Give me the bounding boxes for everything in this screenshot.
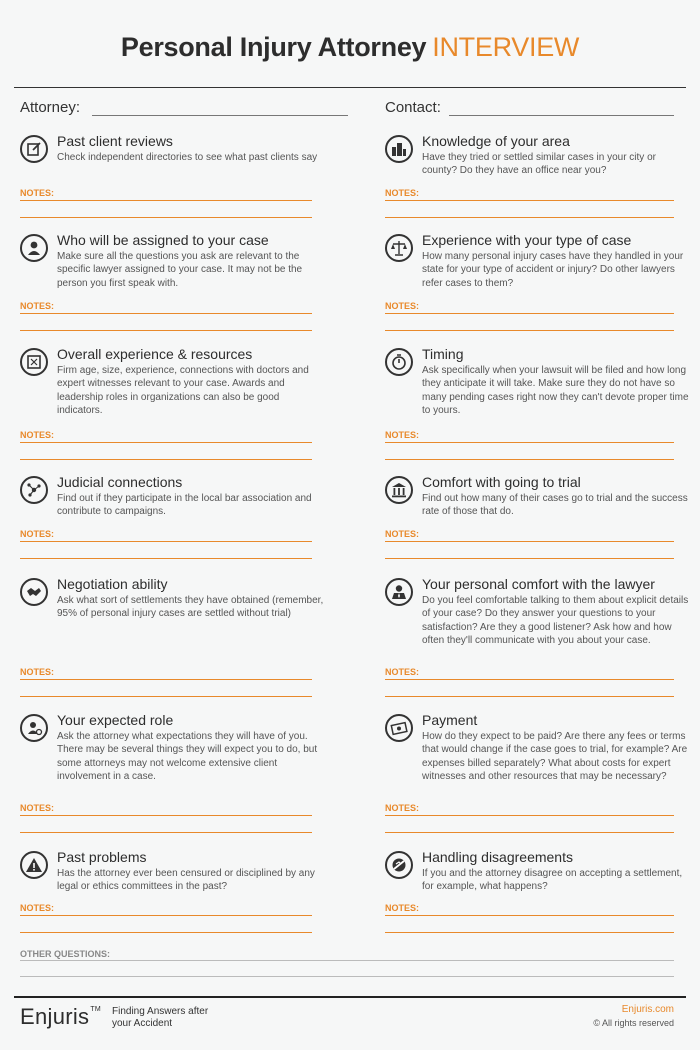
- item-title: Handling disagreements: [422, 849, 573, 865]
- handshake-icon: [20, 578, 48, 606]
- page-title: [0, 32, 700, 63]
- other-questions-line[interactable]: [20, 976, 674, 977]
- item-title: Comfort with going to trial: [422, 474, 581, 490]
- notes-label: NOTES:: [20, 301, 55, 311]
- item-title: Timing: [422, 346, 464, 362]
- item-title: Payment: [422, 712, 478, 728]
- notes-line[interactable]: [385, 915, 674, 916]
- top-divider: [14, 87, 686, 88]
- notes-label: NOTES:: [20, 529, 55, 539]
- notes-line[interactable]: [20, 459, 312, 460]
- notes-line[interactable]: [385, 679, 674, 680]
- other-questions-label: OTHER QUESTIONS:: [20, 949, 111, 959]
- notes-label: NOTES:: [385, 529, 420, 539]
- notes-line[interactable]: [385, 815, 674, 816]
- title-main: Personal Injury Attorney: [120, 32, 427, 62]
- notes-line[interactable]: [20, 313, 312, 314]
- attorney-label: Attorney:: [20, 99, 81, 116]
- item-title: Who will be assigned to your case: [57, 232, 269, 248]
- item-desc: Have they tried or settled similar cases in your city or county? Do they have an office near you?: [422, 152, 656, 177]
- notes-line[interactable]: [385, 313, 674, 314]
- notes-label: NOTES:: [385, 803, 420, 813]
- item-desc: Ask the attorney what expectations they will have of you. There may be several things they will expect you to do, but some attorneys may not welcome extensive client involvement in a case.: [57, 731, 318, 783]
- notes-line[interactable]: [20, 442, 312, 443]
- notes-label: NOTES:: [20, 803, 55, 813]
- item-desc: Firm age, size, experience, connections with doctors and expert witnesses relevant to your case. Awards and leadership roles in organizations can also be good indicators.: [57, 365, 309, 417]
- notes-label: NOTES:: [385, 430, 420, 440]
- footer-divider: [14, 996, 686, 998]
- brand-tagline: Finding Answers after your Accident: [112, 1006, 209, 1029]
- notes-line[interactable]: [20, 815, 312, 816]
- notes-line[interactable]: [385, 932, 674, 933]
- item-desc: Ask what sort of settlements they have obtained (remember, 95% of personal injury cases are settled without trial): [57, 595, 324, 620]
- item-desc: Make sure all the questions you ask are relevant to the specific lawyer assigned to your case. It may not be the person you first speak with.: [57, 251, 303, 289]
- item-title: Overall experience & resources: [57, 346, 253, 362]
- item-desc: How many personal injury cases have they handled in your state for your type of accident or injury? Do other lawyers refer cases to them?: [422, 251, 684, 289]
- user-role-icon: [20, 714, 48, 742]
- disagreement-icon: [385, 851, 413, 879]
- notes-label: NOTES:: [20, 667, 55, 677]
- item-desc: Find out how many of their cases go to trial and the success rate of those that do.: [422, 493, 688, 518]
- notes-line[interactable]: [20, 679, 312, 680]
- network-icon: [20, 476, 48, 504]
- notes-label: NOTES:: [20, 188, 55, 198]
- item-desc: Check independent directories to see what past clients say: [57, 152, 318, 163]
- notes-line[interactable]: [385, 200, 674, 201]
- item-desc: If you and the attorney disagree on accepting a settlement, for example, what happens?: [422, 868, 683, 893]
- notes-line[interactable]: [20, 217, 312, 218]
- copyright-text: © All rights reserved: [593, 1018, 674, 1028]
- item-desc: Ask specifically when your lawsuit will be filed and how long they anticipate it will take. Make sure they do not have so many pending cases right now they can't devote proper time to yours.: [422, 365, 689, 417]
- notes-line[interactable]: [20, 932, 312, 933]
- money-icon: [385, 714, 413, 742]
- city-icon: [385, 135, 413, 163]
- notes-line[interactable]: [385, 558, 674, 559]
- person-icon: [20, 234, 48, 262]
- other-questions-line[interactable]: [20, 960, 674, 961]
- contact-label: Contact:: [385, 99, 441, 116]
- item-title: Past client reviews: [57, 133, 173, 149]
- stopwatch-icon: [385, 348, 413, 376]
- trademark-mark: TM: [90, 1006, 102, 1013]
- courthouse-icon: [385, 476, 413, 504]
- notes-label: NOTES:: [20, 903, 55, 913]
- notes-line[interactable]: [385, 442, 674, 443]
- notes-line[interactable]: [20, 200, 312, 201]
- contact-field[interactable]: [449, 115, 674, 116]
- notes-label: NOTES:: [20, 430, 55, 440]
- notes-line[interactable]: [385, 330, 674, 331]
- notes-line[interactable]: [20, 832, 312, 833]
- item-title: Your expected role: [57, 712, 174, 728]
- item-desc: Has the attorney ever been censured or disciplined by any legal or ethics committees in the past?: [57, 868, 315, 893]
- item-title: Knowledge of your area: [422, 133, 570, 149]
- lawyer-icon: [385, 578, 413, 606]
- item-desc: How do they expect to be paid? Are there any fees or terms that would change if the case goes to trial, for example? Are expenses billed separately? What about costs for expert witnesses and other resources that may be necessary?: [422, 731, 688, 783]
- item-title: Negotiation ability: [57, 576, 168, 592]
- notes-line[interactable]: [20, 915, 312, 916]
- title-accent: INTERVIEW: [432, 32, 580, 62]
- warning-icon: [20, 851, 48, 879]
- notes-line[interactable]: [385, 459, 674, 460]
- brand-name: Enjuris: [20, 1004, 90, 1029]
- notes-line[interactable]: [20, 696, 312, 697]
- item-desc: Do you feel comfortable talking to them about explicit details of your case? Do they answer your questions to your satisfaction? Are they a good listener? Ask how and how often they'll communicate with you about your case.: [422, 595, 689, 647]
- notes-line[interactable]: [385, 696, 674, 697]
- notes-line[interactable]: [20, 330, 312, 331]
- notes-line[interactable]: [20, 541, 312, 542]
- notes-label: NOTES:: [385, 667, 420, 677]
- brand-logo: [20, 1004, 101, 1030]
- review-icon: [20, 135, 48, 163]
- notes-label: NOTES:: [385, 188, 420, 198]
- item-title: Your personal comfort with the lawyer: [422, 576, 655, 592]
- item-title: Past problems: [57, 849, 147, 865]
- item-title: Judicial connections: [57, 474, 183, 490]
- notes-line[interactable]: [385, 541, 674, 542]
- attorney-field[interactable]: [92, 115, 348, 116]
- site-link[interactable]: Enjuris.com: [621, 1004, 674, 1015]
- notes-line[interactable]: [385, 832, 674, 833]
- notes-label: NOTES:: [385, 903, 420, 913]
- notes-line[interactable]: [385, 217, 674, 218]
- certificate-icon: [20, 348, 48, 376]
- notes-line[interactable]: [20, 558, 312, 559]
- item-title: Experience with your type of case: [422, 232, 632, 248]
- item-desc: Find out if they participate in the local bar association and contribute to campaigns.: [57, 493, 312, 518]
- notes-label: NOTES:: [385, 301, 420, 311]
- scales-icon: [385, 234, 413, 262]
